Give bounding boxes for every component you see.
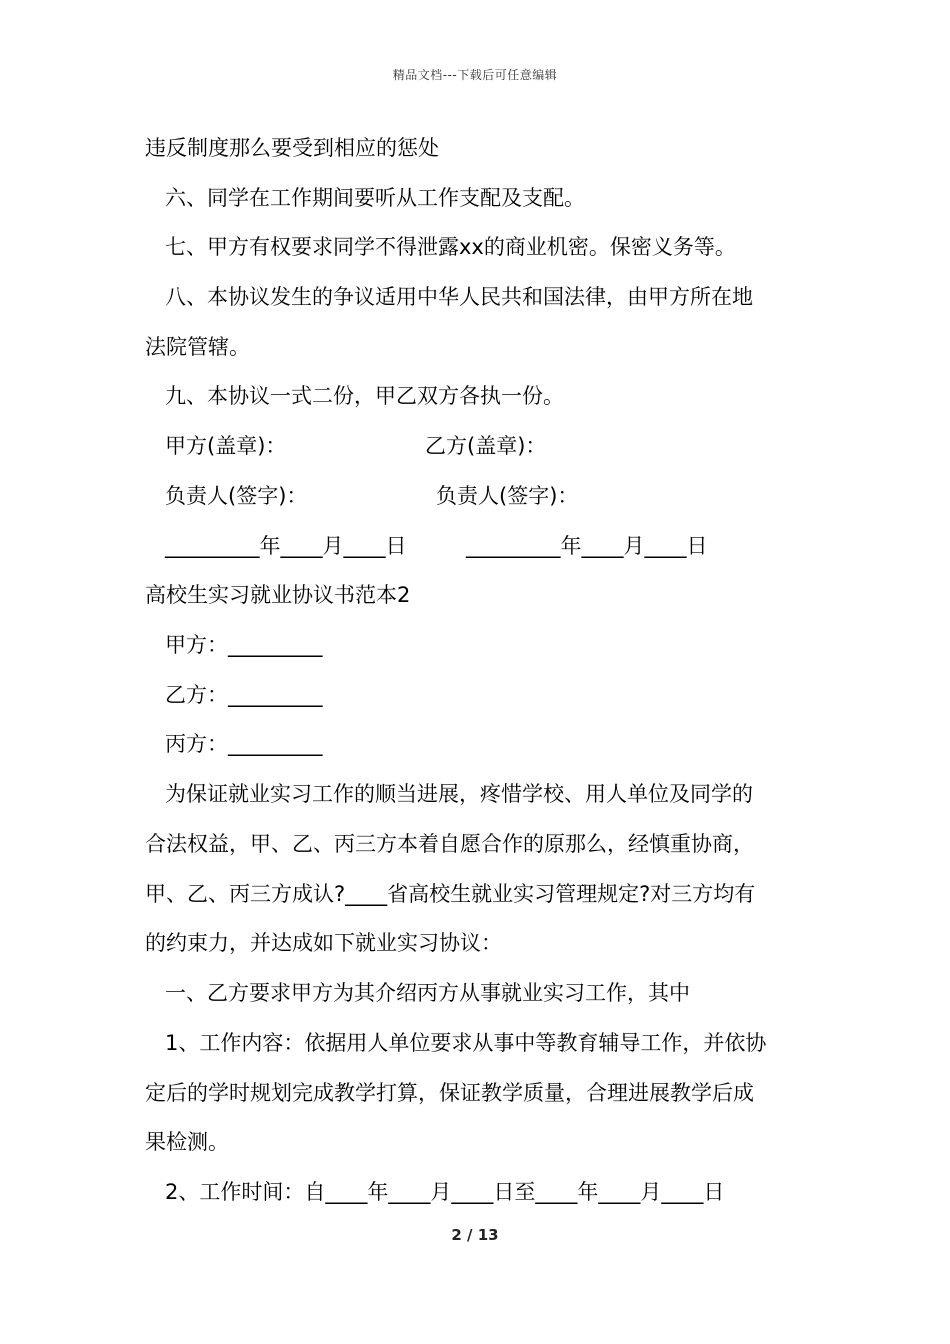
page-header: 精品文档---下载后可任意编辑: [392, 68, 558, 82]
work-content-item: 定后的学时规划完成教学打算，保证教学质量，合理进展教学后成: [145, 1081, 754, 1105]
work-content-item: 果检测。: [145, 1130, 229, 1154]
party-c-field: 丙方：_________: [165, 732, 323, 756]
party-a-field: 甲方：_________: [165, 633, 323, 657]
party-a-date-blank: _________年____月____日: [165, 534, 407, 558]
party-b-signature-label: 负责人(签字)：: [436, 484, 579, 508]
section-title: 高校生实习就业协议书范本2: [145, 583, 411, 607]
text-line: 法院管辖。: [145, 335, 250, 359]
text-line: 违反制度那么要受到相应的惩处: [145, 136, 439, 160]
party-b-date-blank: _________年____月____日: [466, 534, 708, 558]
clause-six: 六、同学在工作期间要听从工作支配及支配。: [165, 186, 585, 210]
clause-eight: 八、本协议发生的争议适用中华人民共和国法律，由甲方所在地: [165, 285, 753, 309]
page-number: 2 / 13: [451, 1226, 499, 1244]
party-a-seal-label: 甲方(盖章)：: [165, 434, 287, 458]
article-one: 一、乙方要求甲方为其介绍丙方从事就业实习工作，其中: [165, 981, 690, 1005]
preamble-line: 合法权益，甲、乙、丙三方本着自愿合作的原那么，经慎重协商，: [145, 832, 754, 856]
clause-seven: 七、甲方有权要求同学不得泄露xx的商业机密。保密义务等。: [165, 235, 736, 259]
clause-nine: 九、本协议一式二份，甲乙双方各执一份。: [165, 384, 564, 408]
work-content-item: 1、工作内容：依据用人单位要求从事中等教育辅导工作，并依协: [165, 1031, 767, 1055]
preamble-line: 甲、乙、丙三方成认?____省高校生就业实习管理规定?对三方均有: [145, 882, 756, 906]
party-b-seal-label: 乙方(盖章)：: [425, 434, 547, 458]
preamble-line: 的约束力，并达成如下就业实习协议：: [145, 931, 502, 955]
work-time-item: 2、工作时间：自____年____月____日至____年____月____日: [165, 1180, 725, 1204]
party-b-field: 乙方：_________: [165, 683, 323, 707]
party-a-signature-label: 负责人(签字)：: [165, 484, 308, 508]
preamble-line: 为保证就业实习工作的顺当进展，疼惜学校、用人单位及同学的: [165, 782, 753, 806]
